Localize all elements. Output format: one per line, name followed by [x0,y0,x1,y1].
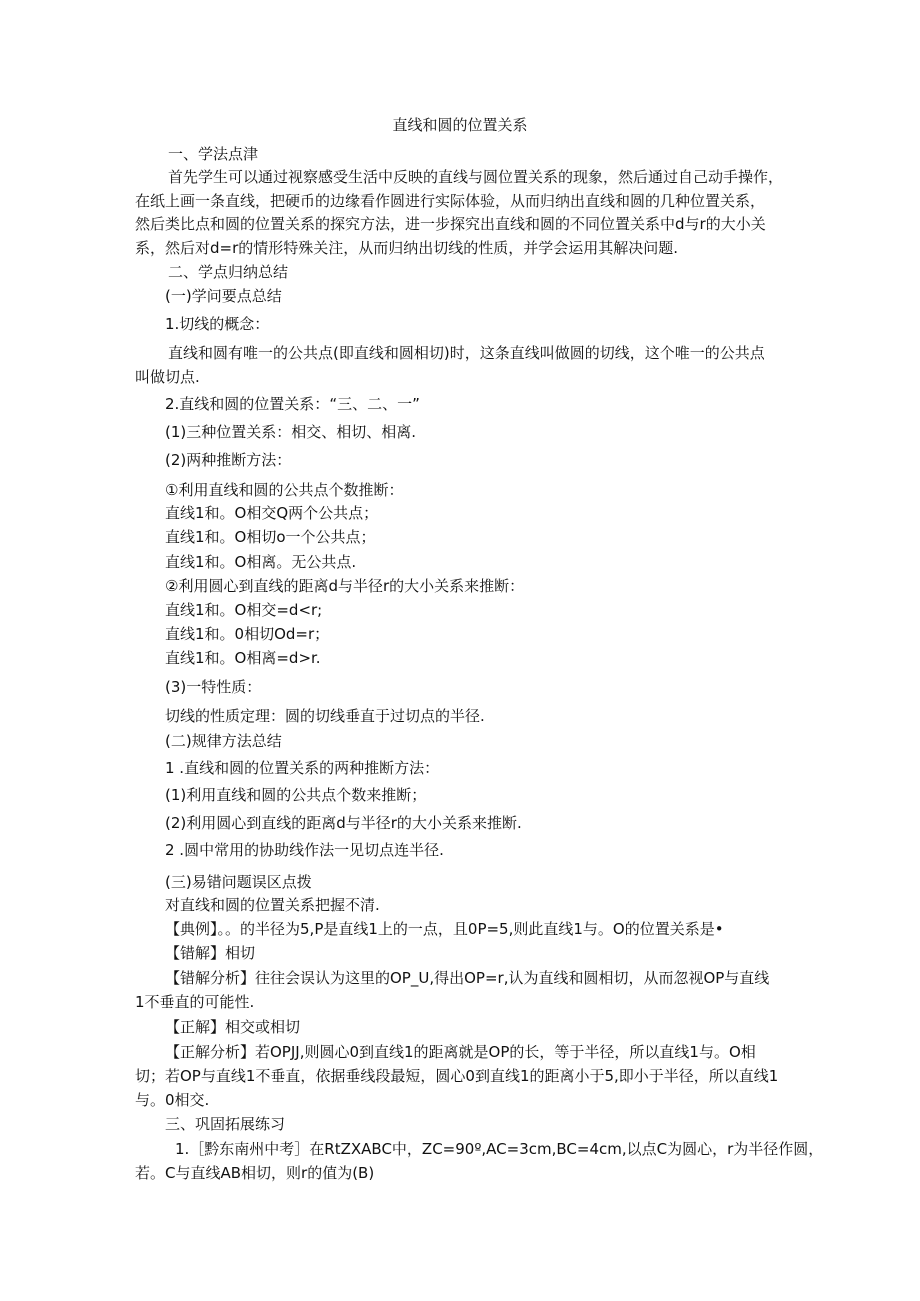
paragraph-line: ①利用直线和圆的公共点个数推断： [165,481,404,499]
paragraph-line: 叫做切点. [135,368,200,386]
paragraph-line: 切线的性质定理：圆的切线垂直于过切点的半径. [165,707,485,725]
section-heading: 三、巩固拓展练习 [165,1115,286,1133]
item-heading: 1 .直线和圆的位置关系的两种推断方法： [165,759,440,777]
paragraph-line: 直线1和。O相离=d>r. [165,649,321,667]
item-heading: 2 .圆中常用的协助线作法一见切点连半径. [165,841,444,859]
analysis-line: 切；若OP与直线1不垂直，依据垂线段最短，圆心0到直线1的距离小于5,即小于半径，所以直线1 [135,1067,779,1085]
paragraph-line: 在纸上画一条直线，把硬币的边缘看作圆进行实际体验，从而归纳出直线和圆的几种位置关系， [135,192,766,210]
paragraph-line: 对直线和圆的位置关系把握不清. [165,896,380,914]
page-title: 直线和圆的位置关系 [392,116,528,134]
paragraph-line: (3)一特性质： [165,678,262,696]
analysis-line: 【错解分析】往往会误认为这里的OP_U,得出OP=r,认为直线和圆相切，从而忽视OP与直线 [165,969,770,987]
exercise-line: 若。C与直线AB相切，则r的值为(B) [135,1164,375,1182]
paragraph-line: ②利用圆心到直线的距离d与半径r的大小关系来推断： [165,577,525,595]
paragraph-line: (2)利用圆心到直线的距离d与半径r的大小关系来推断. [165,814,522,832]
paragraph-line: 直线1和。0相切Od=r； [165,625,330,643]
analysis-line: 与。0相交. [135,1091,210,1109]
paragraph-line: 直线和圆有唯一的公共点(即直线和圆相切)时，这条直线叫做圆的切线，这个唯一的公共点 [168,344,765,362]
paragraph-line: (2)两种推断方法： [165,451,292,469]
paragraph-line: 直线1和。O相交Q两个公共点； [165,504,379,522]
analysis-line: 【正解分析】若OPJJ,则圆心0到直线1的距离就是OP的长，等于半径，所以直线1与。O相 [165,1043,756,1061]
exercise-line: 1.［黔东南州中考］在RtZXABC中，ZC=90º,AC=3cm,BC=4cm,以点C为圆心，r为半径作圆， [175,1140,824,1158]
paragraph-line: 然后类比点和圆的位置关系的探究方法，进一步探究出直线和圆的不同位置关系中d与r的大小关 [135,215,766,233]
section-heading: 一、学法点津 [168,145,259,163]
paragraph-line: 首先学生可以通过视察感受生活中反映的直线与圆位置关系的现象，然后通过自己动手操作， [168,168,784,186]
item-heading: 1.切线的概念： [165,315,270,333]
subsection-heading: (二)规律方法总结 [165,732,282,750]
paragraph-line: 系，然后对d=r的情形特殊关注，从而归纳出切线的性质，并学会运用其解决问题. [135,239,679,257]
section-heading: 二、学点归纳总结 [168,263,289,281]
wrong-answer-line: 【错解】相切 [165,944,256,962]
item-heading: 2.直线和圆的位置关系：“三、二、一” [165,395,420,413]
analysis-line: 1不垂直的可能性. [135,993,255,1011]
paragraph-line: 直线1和。O相离。无公共点. [165,553,357,571]
paragraph-line: 直线1和。O相交=d<r; [165,601,323,619]
paragraph-line: (1)三种位置关系：相交、相切、相离. [165,423,417,441]
example-line: 【典例】。。的半径为5,P是直线1上的一点，且0P=5,则此直线1与。O的位置关系是• [165,920,724,938]
correct-answer-line: 【正解】相交或相切 [165,1018,301,1036]
paragraph-line: 直线1和。O相切o一个公共点； [165,528,376,546]
subsection-heading: (三)易错问题误区点拨 [165,873,312,891]
paragraph-line: (1)利用直线和圆的公共点个数来推断； [165,786,427,804]
subsection-heading: (一)学问要点总结 [165,287,282,305]
